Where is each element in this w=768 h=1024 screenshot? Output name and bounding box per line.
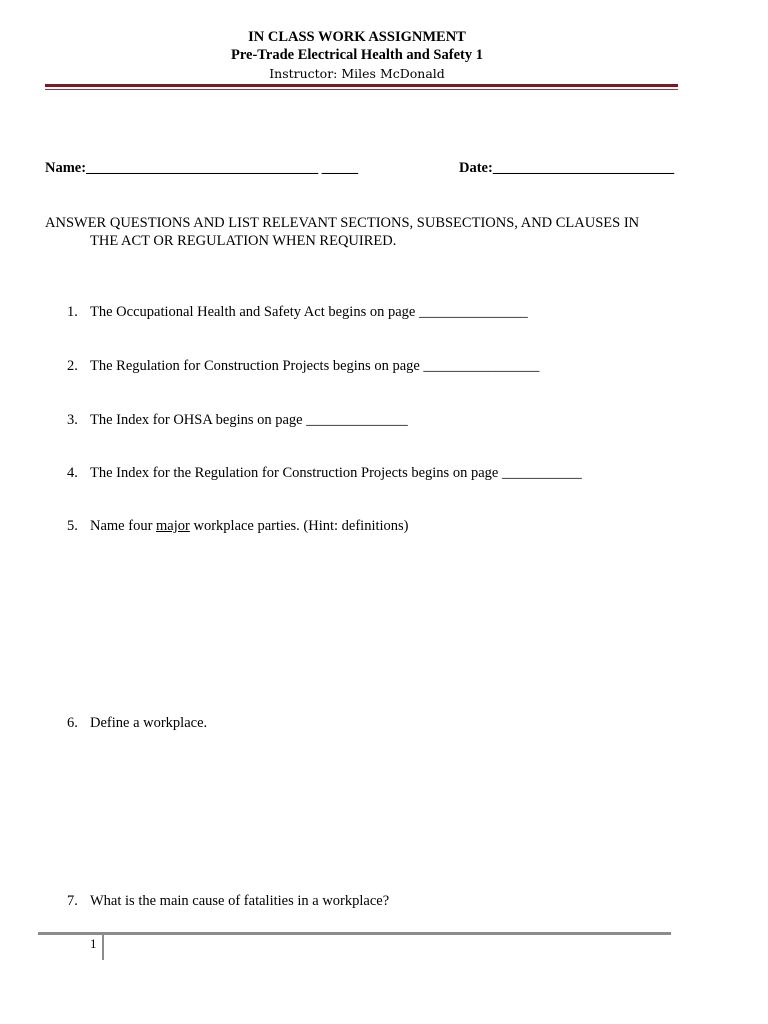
instructions-line-1: ANSWER QUESTIONS AND LIST RELEVANT SECTIONS, SUBSECTIONS, AND CLAUSES IN [45, 215, 640, 231]
question-number: 1. [67, 304, 78, 320]
question-3 [67, 411, 408, 429]
question-1 [67, 303, 528, 321]
question-7 [67, 892, 389, 910]
question-text-post: workplace parties. (Hint: definitions) [189, 518, 409, 534]
instructions [45, 214, 685, 250]
question-number: 7. [67, 893, 78, 909]
instructions-line-2: THE ACT OR REGULATION WHEN REQUIRED. [90, 233, 397, 249]
question-text: The Index for OHSA begins on page ______________ [90, 412, 408, 428]
course-title: Pre-Trade Electrical Health and Safety 1 [231, 47, 483, 63]
question-text: The Occupational Health and Safety Act begins on page _______________ [90, 304, 528, 320]
instructor-line: Instructor: Miles McDonald [269, 66, 445, 81]
footer-rule [38, 932, 671, 935]
question-5 [67, 517, 409, 535]
header-rule-thick [45, 84, 678, 87]
question-4 [67, 464, 582, 482]
name-field[interactable]: Name:________________________________ _____ [45, 160, 358, 176]
question-number: 6. [67, 715, 78, 731]
assignment-title: IN CLASS WORK ASSIGNMENT [248, 29, 466, 45]
question-number: 5. [67, 518, 78, 534]
page-number: 1 [90, 936, 97, 951]
question-text: The Index for the Regulation for Construction Projects begins on page ___________ [90, 465, 582, 481]
question-text: The Regulation for Construction Projects begins on page ________________ [90, 358, 540, 374]
header-rule-thin [45, 89, 678, 90]
question-number: 4. [67, 465, 78, 481]
date-field[interactable]: Date:_________________________ [459, 160, 675, 176]
document-header [0, 28, 714, 83]
question-6 [67, 714, 207, 732]
question-number: 3. [67, 412, 78, 428]
question-text-emphasis: major [156, 518, 190, 534]
question-text: Define a workplace. [90, 715, 208, 731]
question-text: What is the main cause of fatalities in a workplace? [90, 893, 390, 909]
question-2 [67, 357, 539, 375]
page-number-divider [102, 935, 104, 960]
question-text-pre: Name four [90, 518, 157, 534]
question-number: 2. [67, 358, 78, 374]
